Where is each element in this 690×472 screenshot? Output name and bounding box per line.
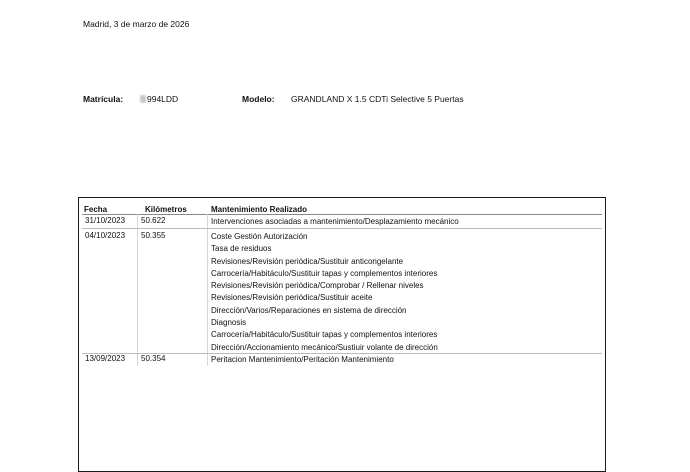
- matricula-value-wrap: [140, 94, 178, 104]
- row-km: 50.622: [141, 216, 166, 225]
- maintenance-item: Revisiones/Revisión periódica/Comprobar / Rellenar niveles: [211, 281, 424, 291]
- maintenance-item: Dirección/Varios/Reparaciones en sistema de dirección: [211, 305, 407, 315]
- maintenance-item: Diagnosis: [211, 318, 247, 328]
- modelo-value: GRANDLAND X 1.5 CDTi Selective 5 Puertas: [291, 94, 464, 104]
- maintenance-item: Intervenciones asociadas a mantenimiento/Desplazamiento mecánico: [211, 217, 459, 226]
- matricula-label: Matrícula:: [83, 94, 124, 104]
- row-maintenance: [211, 354, 394, 366]
- modelo-label: Modelo:: [242, 94, 275, 104]
- column-divider: [137, 214, 138, 366]
- maintenance-item: Dirección/Accionamiento mecánico/Sustiuir volante de dirección: [211, 342, 438, 352]
- row-maintenance: [211, 216, 459, 228]
- row-km: 50.354: [141, 354, 166, 363]
- maintenance-table: [78, 197, 606, 472]
- redacted-plate-prefix: [140, 95, 146, 103]
- maintenance-item: Peritacion Mantenimiento/Peritación Mantenimiento: [211, 355, 394, 364]
- column-header-fecha: Fecha: [84, 205, 108, 214]
- maintenance-item: Coste Gestión Autorización: [211, 232, 308, 241]
- maintenance-item: Carrocería/Habitáculo/Sustituir tapas y complementos interiores: [211, 268, 438, 278]
- column-header-mantenimiento: Mantenimiento Realizado: [211, 205, 308, 214]
- row-divider: [82, 228, 602, 229]
- matricula-value: 994LDD: [147, 94, 179, 104]
- row-km: 50.355: [141, 231, 166, 240]
- header-divider: [82, 214, 602, 215]
- maintenance-item: Carrocería/Habitáculo/Sustituir tapas y complementos interiores: [211, 330, 438, 340]
- column-header-kilometros: Kilómetros: [145, 205, 187, 214]
- document-date: Madrid, 3 de marzo de 2026: [83, 19, 190, 29]
- maintenance-item: Revisiones/Revisión periódica/Sustituir anticongelante: [211, 256, 404, 266]
- column-divider: [207, 214, 208, 366]
- row-date: 04/10/2023: [85, 231, 126, 240]
- row-date: 13/09/2023: [85, 354, 126, 363]
- row-date: 31/10/2023: [85, 216, 126, 225]
- maintenance-item: Tasa de residuos: [211, 244, 272, 254]
- row-maintenance: [211, 231, 438, 354]
- vehicle-info: [83, 94, 603, 106]
- maintenance-item: Revisiones/Revisión periódica/Sustituir aceite: [211, 293, 373, 303]
